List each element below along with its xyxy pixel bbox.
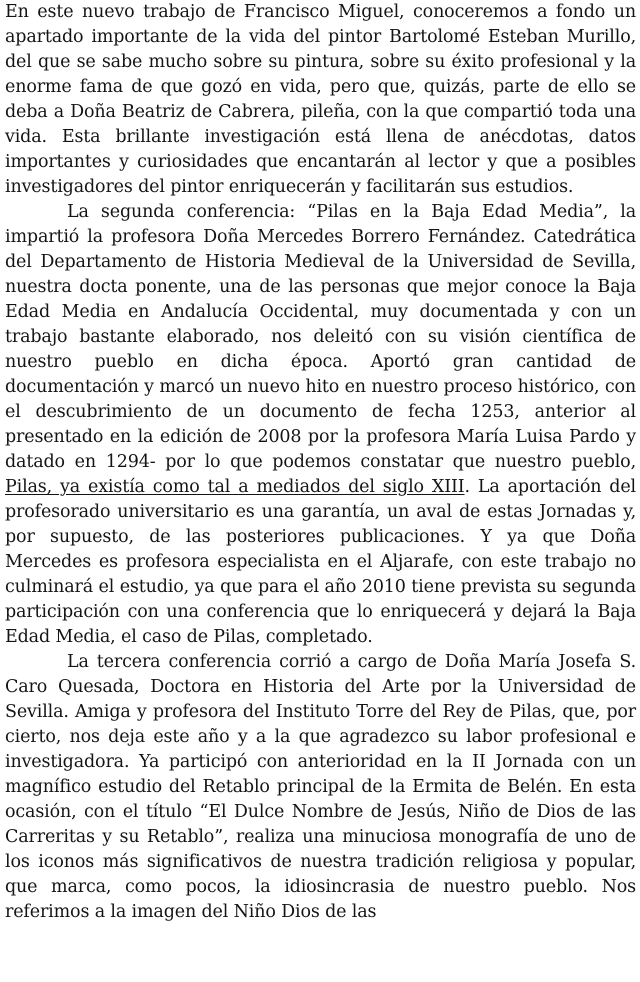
paragraph-second-conference [5,200,636,650]
document-page [5,0,636,925]
underlined-key-finding: Pilas, ya existía como tal a mediados del siglo XIII [5,477,465,497]
second-conference-text-before: La segunda conferencia: “Pilas en la Baja Edad Media”, la impartió la profesora Doña Mercedes Borrero Fernández. Catedrática del Departamento de Historia Medieval de la Universidad de Sevilla, nuestra docta ponente, una de las personas que mejor conoce la Baja Edad Media en Andalucía Occidental, muy documentada y con un trabajo bastante elaborado, nos deleitó con su visión científica de nuestro pueblo en dicha época. Aportó gran cantidad de documentación y marcó un nuevo hito en nuestro proceso histórico, con el descubrimiento de un documento de fecha 1253, anterior al presentado en la edición de 2008 por la profesora María Luisa Pardo y datado en 1294- por lo que podemos constatar que nuestro pueblo, [5,202,636,472]
paragraph-third-conference: La tercera conferencia corrió a cargo de Doña María Josefa S. Caro Quesada, Doctora en Historia del Arte por la Universidad de Sevilla. Amiga y profesora del Instituto Torre del Rey de Pilas, que, por cierto, nos deja este año y a la que agradezco su labor profesional e investigadora. Ya participó con anterioridad en la II Jornada con un magnífico estudio del Retablo principal de la Ermita de Belén. En esta ocasión, con el título “El Dulce Nombre de Jesús, Niño de Dios de las Carreritas y su Retablo”, realiza una minuciosa monografía de uno de los iconos más significativos de nuestra tradición religiosa y popular, que marca, como pocos, la idiosincrasia de nuestro pueblo. Nos referimos a la imagen del Niño Dios de las [5,652,636,922]
paragraph-murillo-study: En este nuevo trabajo de Francisco Miguel, conoceremos a fondo un apartado importante de la vida del pintor Bartolomé Esteban Murillo, del que se sabe mucho sobre su pintura, sobre su éxito profesional y la enorme fama de que gozó en vida, pero que, quizás, parte de ello se deba a Doña Beatriz de Cabrera, pileña, con la que compartió toda una vida. Esta brillante investigación está llena de anécdotas, datos importantes y curiosidades que encantarán al lector y que a posibles investigadores del pintor enriquecerán y facilitarán sus estudios. [5,2,636,197]
second-conference-text-after: . La aportación del profesorado universitario es una garantía, un aval de estas Jornadas y, por supuesto, de las posteriores publicaciones. Y ya que Doña Mercedes es profesora especialista en el Aljarafe, con este trabajo no culminará el estudio, ya que para el año 2010 tiene prevista su segunda participación con una conferencia que lo enriquecerá y dejará la Baja Edad Media, el caso de Pilas, completado. [5,477,636,647]
